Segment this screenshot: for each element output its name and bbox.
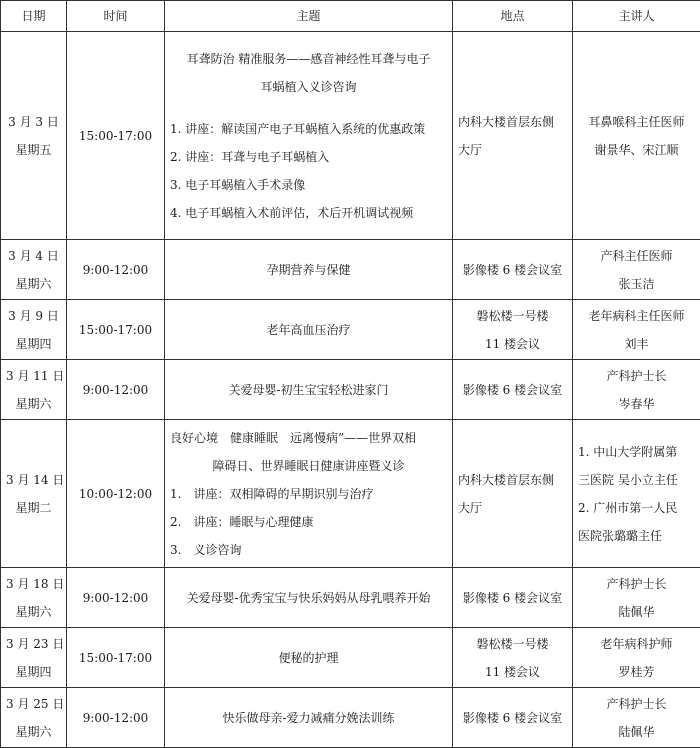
speaker-line: 耳鼻喉科主任医师 — [578, 108, 695, 136]
speaker-line: 产科主任医师 — [578, 242, 695, 270]
speaker-cell — [573, 32, 700, 240]
topic-cell — [165, 32, 453, 240]
date-cell — [1, 420, 67, 568]
location-cell: 影像楼 6 楼会议室 — [453, 240, 573, 300]
time-cell: 15:00-17:00 — [67, 300, 165, 360]
time-cell: 9:00-12:00 — [67, 360, 165, 420]
time-cell: 15:00-17:00 — [67, 32, 165, 240]
speaker-line: 老年病科护师 — [578, 630, 695, 658]
time-cell: 15:00-17:00 — [67, 628, 165, 688]
topic-item: 3. 电子耳蜗植入手术录像 — [170, 171, 447, 199]
topic-cell: 孕期营养与保健 — [165, 240, 453, 300]
speaker-cell — [573, 300, 700, 360]
topic-cell: 便秘的护理 — [165, 628, 453, 688]
topic-item: 2. 讲座：睡眠与心理健康 — [170, 508, 447, 536]
speaker-line: 2. 广州市第一人民 — [578, 494, 695, 522]
date-text: 3 月 23 日 — [6, 630, 61, 658]
speaker-line: 陆佩华 — [578, 598, 695, 626]
speaker-line: 老年病科主任医师 — [578, 302, 695, 330]
table-row — [1, 32, 700, 240]
table-row — [1, 300, 700, 360]
location-line: 大厅 — [458, 494, 567, 522]
location-cell — [453, 300, 573, 360]
speaker-line: 医院张璐璐主任 — [578, 522, 695, 550]
topic-cell: 关爱母婴-优秀宝宝与快乐妈妈从母乳喂养开始 — [165, 568, 453, 628]
speaker-cell — [573, 240, 700, 300]
topic-title-line: 耳聋防治 精准服务——感音神经性耳聋与电子 — [170, 45, 447, 73]
speaker-cell — [573, 628, 700, 688]
time-cell: 9:00-12:00 — [67, 688, 165, 748]
location-cell — [453, 420, 573, 568]
location-line: 11 楼会议 — [458, 330, 567, 358]
topic-item: 1. 讲座：双相障碍的早期识别与治疗 — [170, 480, 447, 508]
location-line: 内科大楼首层东侧 — [458, 466, 567, 494]
speaker-cell — [573, 688, 700, 748]
weekday-text: 星期六 — [6, 718, 61, 746]
speaker-line: 1. 中山大学附属第 — [578, 438, 695, 466]
speaker-cell — [573, 360, 700, 420]
date-cell — [1, 360, 67, 420]
header-speaker: 主讲人 — [573, 1, 700, 32]
time-cell: 10:00-12:00 — [67, 420, 165, 568]
location-cell — [453, 32, 573, 240]
table-row — [1, 420, 700, 568]
date-text: 3 月 18 日 — [6, 570, 61, 598]
header-topic: 主题 — [165, 1, 453, 32]
weekday-text: 星期六 — [6, 598, 61, 626]
date-cell — [1, 628, 67, 688]
speaker-cell — [573, 568, 700, 628]
weekday-text: 星期五 — [6, 136, 61, 164]
location-line: 磐松楼一号楼 — [458, 302, 567, 330]
topic-item: 1. 讲座：解读国产电子耳蜗植入系统的优惠政策 — [170, 115, 447, 143]
speaker-line: 产科护士长 — [578, 570, 695, 598]
location-cell: 影像楼 6 楼会议室 — [453, 568, 573, 628]
weekday-text: 星期四 — [6, 658, 61, 686]
date-cell — [1, 688, 67, 748]
table-row — [1, 628, 700, 688]
topic-title-line: 良好心境 健康睡眠 远离慢病”——世界双相 — [170, 424, 447, 452]
weekday-text: 星期六 — [6, 390, 61, 418]
date-text: 3 月 25 日 — [6, 690, 61, 718]
weekday-text: 星期二 — [6, 494, 61, 522]
speaker-line: 岑春华 — [578, 390, 695, 418]
speaker-line: 产科护士长 — [578, 690, 695, 718]
speaker-line: 张玉洁 — [578, 270, 695, 298]
date-cell — [1, 240, 67, 300]
date-cell — [1, 568, 67, 628]
topic-title-line: 耳蜗植入义诊咨询 — [170, 73, 447, 101]
location-line: 大厅 — [458, 136, 567, 164]
weekday-text: 星期六 — [6, 270, 61, 298]
date-text: 3 月 14 日 — [6, 466, 61, 494]
table-row — [1, 240, 700, 300]
location-cell: 影像楼 6 楼会议室 — [453, 360, 573, 420]
table-row — [1, 360, 700, 420]
topic-spacer — [170, 101, 447, 115]
speaker-line: 产科护士长 — [578, 362, 695, 390]
table-row — [1, 688, 700, 748]
date-text: 3 月 3 日 — [6, 108, 61, 136]
table-row — [1, 568, 700, 628]
speaker-line: 刘丰 — [578, 330, 695, 358]
topic-cell: 快乐做母亲-爱力减痛分娩法训练 — [165, 688, 453, 748]
header-time: 时间 — [67, 1, 165, 32]
location-line: 内科大楼首层东侧 — [458, 108, 567, 136]
location-cell — [453, 628, 573, 688]
date-cell — [1, 32, 67, 240]
header-date: 日期 — [1, 1, 67, 32]
location-cell: 影像楼 6 楼会议室 — [453, 688, 573, 748]
date-text: 3 月 9 日 — [6, 302, 61, 330]
header-row — [1, 1, 700, 32]
speaker-line: 谢景华、宋江顺 — [578, 136, 695, 164]
time-cell: 9:00-12:00 — [67, 568, 165, 628]
speaker-cell — [573, 420, 700, 568]
location-line: 11 楼会议 — [458, 658, 567, 686]
date-text: 3 月 11 日 — [6, 362, 61, 390]
topic-item: 2. 讲座：耳聋与电子耳蜗植入 — [170, 143, 447, 171]
speaker-line: 三医院 吴小立主任 — [578, 466, 695, 494]
topic-cell: 关爱母婴-初生宝宝轻松进家门 — [165, 360, 453, 420]
topic-item: 3. 义诊咨询 — [170, 536, 447, 564]
date-text: 3 月 4 日 — [6, 242, 61, 270]
time-cell: 9:00-12:00 — [67, 240, 165, 300]
weekday-text: 星期四 — [6, 330, 61, 358]
speaker-line: 陆佩华 — [578, 718, 695, 746]
topic-cell: 老年高血压治疗 — [165, 300, 453, 360]
topic-item: 4. 电子耳蜗植入术前评估，术后开机调试视频 — [170, 199, 447, 227]
speaker-line: 罗桂芳 — [578, 658, 695, 686]
topic-cell — [165, 420, 453, 568]
location-line: 磐松楼一号楼 — [458, 630, 567, 658]
date-cell — [1, 300, 67, 360]
header-location: 地点 — [453, 1, 573, 32]
topic-title-line: 障碍日、世界睡眠日健康讲座暨义诊 — [170, 452, 447, 480]
